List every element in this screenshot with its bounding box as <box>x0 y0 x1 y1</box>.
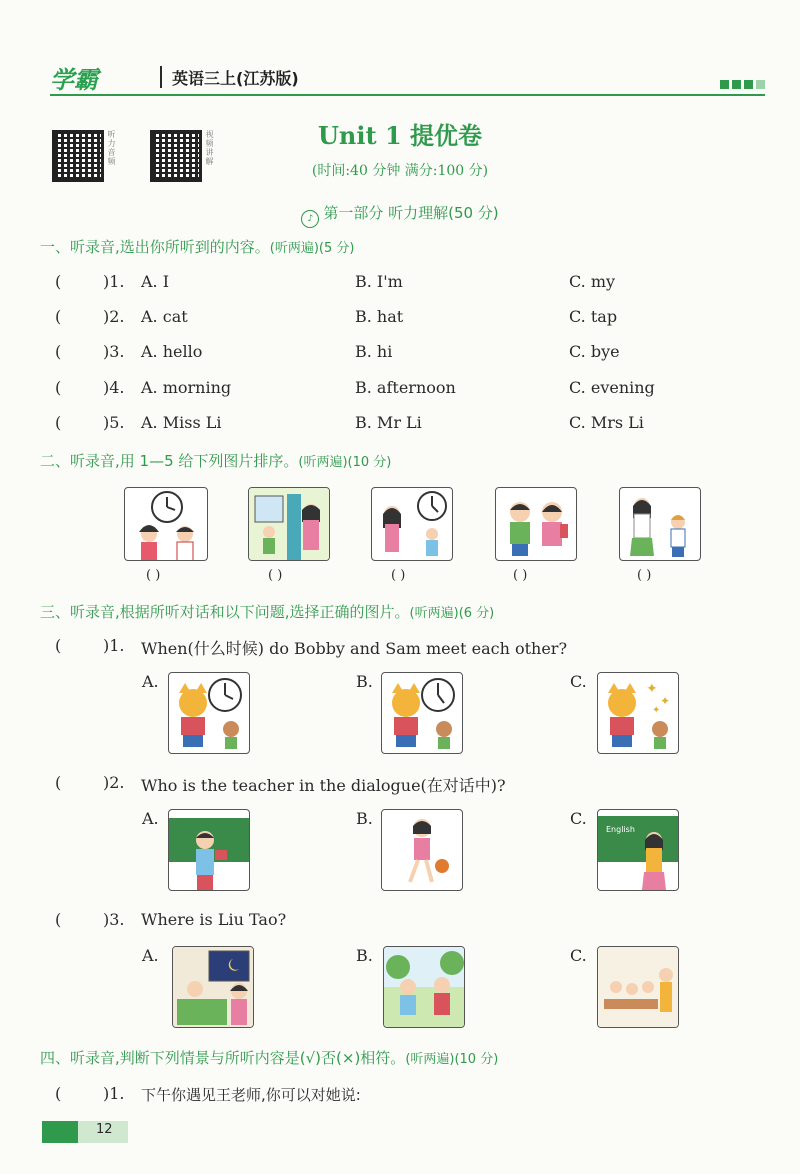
q3-picture-a[interactable] <box>172 946 254 1028</box>
question-text: Where is Liu Tao? <box>141 910 287 929</box>
outdoor-park-illustration <box>384 947 465 1028</box>
question-text: When(什么时候) do Bobby and Sam meet each other? <box>141 639 568 658</box>
option-b-label: B. <box>356 672 373 691</box>
answer-paren[interactable]: ( <box>55 1084 62 1103</box>
page-title: Unit 1 提优卷 <box>318 121 482 150</box>
option-a: A. cat <box>141 307 188 326</box>
option-a: A. hello <box>141 342 203 361</box>
sequence-picture-1 <box>124 487 208 561</box>
classroom-illustration <box>598 947 679 1028</box>
q1-picture-c[interactable] <box>597 672 679 754</box>
option-c: C. my <box>569 272 616 291</box>
item-number: )1. <box>103 272 125 291</box>
greeting-morning-illustration <box>125 488 208 561</box>
option-c-label: C. <box>570 672 587 691</box>
headphone-icon: ♪ <box>301 210 319 228</box>
q3-picture-c[interactable] <box>597 946 679 1028</box>
q1-picture-b[interactable] <box>381 672 463 754</box>
afternoon-clock-illustration <box>372 488 453 561</box>
svg-text:✦: ✦ <box>660 694 671 708</box>
item-text: 下午你遇见王老师,你可以对她说: <box>141 1086 361 1104</box>
answer-bracket[interactable]: ( ) <box>513 568 528 583</box>
sequence-picture-5 <box>619 487 701 561</box>
option-c: C. Mrs Li <box>569 413 644 432</box>
q2-picture-c[interactable] <box>597 809 679 891</box>
q2-picture-a[interactable] <box>168 809 250 891</box>
option-a: A. I <box>141 272 170 291</box>
item-number: )3. <box>103 910 125 929</box>
svg-text:✦: ✦ <box>652 705 661 716</box>
classroom-door-illustration <box>249 488 330 561</box>
question-2 <box>55 773 775 795</box>
goodbye-illustration <box>620 488 701 561</box>
page-header <box>50 60 765 94</box>
sequence-picture-4 <box>495 487 577 561</box>
item-number: )5. <box>103 413 125 432</box>
pencil-icon <box>42 1121 78 1143</box>
part-heading <box>0 202 800 228</box>
item-number: )1. <box>103 636 125 655</box>
option-c-label: C. <box>570 946 587 965</box>
answer-bracket[interactable]: ( ) <box>637 568 652 583</box>
option-c: C. bye <box>569 342 620 361</box>
part-heading-text: 第一部分 听力理解(50 分) <box>323 204 499 222</box>
answer-paren[interactable]: ( <box>55 910 62 929</box>
page-number: 12 <box>96 1122 113 1137</box>
answer-bracket[interactable]: ( ) <box>268 568 283 583</box>
question-3 <box>55 910 775 932</box>
question-text: Who is the teacher in the dialogue(在对话中)? <box>141 776 506 795</box>
item-number: )4. <box>103 378 125 397</box>
section4-title: 四、听录音,判断下列情景与所听内容是(√)否(×)相符。 <box>40 1049 406 1067</box>
section2-note: (听两遍)(10 分) <box>298 455 392 470</box>
item-number: )3. <box>103 342 125 361</box>
q2-picture-b[interactable] <box>381 809 463 891</box>
header-separator <box>160 66 162 88</box>
sequence-picture-2 <box>248 487 330 561</box>
answer-paren[interactable]: ( <box>55 773 62 792</box>
brand-logo: 学霸 <box>50 66 98 94</box>
option-a: A. Miss Li <box>141 413 222 432</box>
q3-picture-b[interactable] <box>383 946 465 1028</box>
answer-paren[interactable]: ( <box>55 272 62 291</box>
answer-paren[interactable]: ( <box>55 378 62 397</box>
item-number: )1. <box>103 1084 125 1103</box>
list-item <box>55 342 775 364</box>
qr-label-video: 视频讲解 <box>205 130 214 166</box>
cat-mouse-night-illustration <box>598 673 679 754</box>
option-b: B. hat <box>355 307 404 326</box>
option-a-label: A. <box>142 672 159 691</box>
section4-note: (听两遍)(10 分) <box>405 1052 499 1067</box>
answer-paren[interactable]: ( <box>55 636 62 655</box>
list-item <box>55 307 775 329</box>
option-c: C. evening <box>569 378 655 397</box>
bedroom-night-illustration <box>173 947 254 1028</box>
section3-note: (听两遍)(6 分) <box>409 606 495 621</box>
option-b: B. I'm <box>355 272 403 291</box>
list-item <box>55 378 775 400</box>
list-item <box>55 1084 775 1106</box>
option-c: C. tap <box>569 307 618 326</box>
section4-heading <box>40 1047 498 1068</box>
header-squares <box>717 74 765 93</box>
girl-basketball-illustration <box>382 810 463 891</box>
page-subtitle: (时间:40 分钟 满分:100 分) <box>311 163 489 179</box>
section1-heading <box>40 236 354 257</box>
section3-title: 三、听录音,根据所听对话和以下问题,选择正确的图片。 <box>40 603 410 621</box>
man-teacher-blackboard-illustration <box>169 810 250 891</box>
woman-teacher-blackboard-illustration <box>598 810 679 891</box>
answer-paren[interactable]: ( <box>55 413 62 432</box>
option-b: B. hi <box>355 342 393 361</box>
list-item <box>55 272 775 294</box>
option-a-label: A. <box>142 946 159 965</box>
section2-heading <box>40 450 391 471</box>
q1-picture-a[interactable] <box>168 672 250 754</box>
option-b-label: B. <box>356 946 373 965</box>
section2-title: 二、听录音,用 1—5 给下列图片排序。 <box>40 452 299 470</box>
blackboard-text: English <box>606 825 635 834</box>
item-number: )2. <box>103 773 125 792</box>
option-a: A. morning <box>141 378 232 397</box>
cat-mouse-morning-illustration <box>169 673 250 754</box>
answer-bracket[interactable]: ( ) <box>146 568 161 583</box>
answer-paren[interactable]: ( <box>55 307 62 326</box>
section1-note: (听两遍)(5 分) <box>269 241 355 256</box>
item-number: )2. <box>103 307 125 326</box>
option-b-label: B. <box>356 809 373 828</box>
option-b: B. Mr Li <box>355 413 422 432</box>
cat-mouse-afternoon-illustration <box>382 673 463 754</box>
section1-title: 一、听录音,选出你所听到的内容。 <box>40 238 270 256</box>
list-item <box>55 413 775 435</box>
svg-text:✦: ✦ <box>646 681 658 697</box>
sequence-picture-3 <box>371 487 453 561</box>
qr-label-audio: 听力音频 <box>107 130 116 166</box>
option-b: B. afternoon <box>355 378 456 397</box>
answer-bracket[interactable]: ( ) <box>391 568 406 583</box>
question-1 <box>55 636 775 658</box>
option-a-label: A. <box>142 809 159 828</box>
option-c-label: C. <box>570 809 587 828</box>
answer-paren[interactable]: ( <box>55 342 62 361</box>
book-title: 英语三上(江苏版) <box>172 69 299 88</box>
header-rule <box>50 94 765 96</box>
section3-heading <box>40 601 494 622</box>
students-greeting-illustration <box>496 488 577 561</box>
